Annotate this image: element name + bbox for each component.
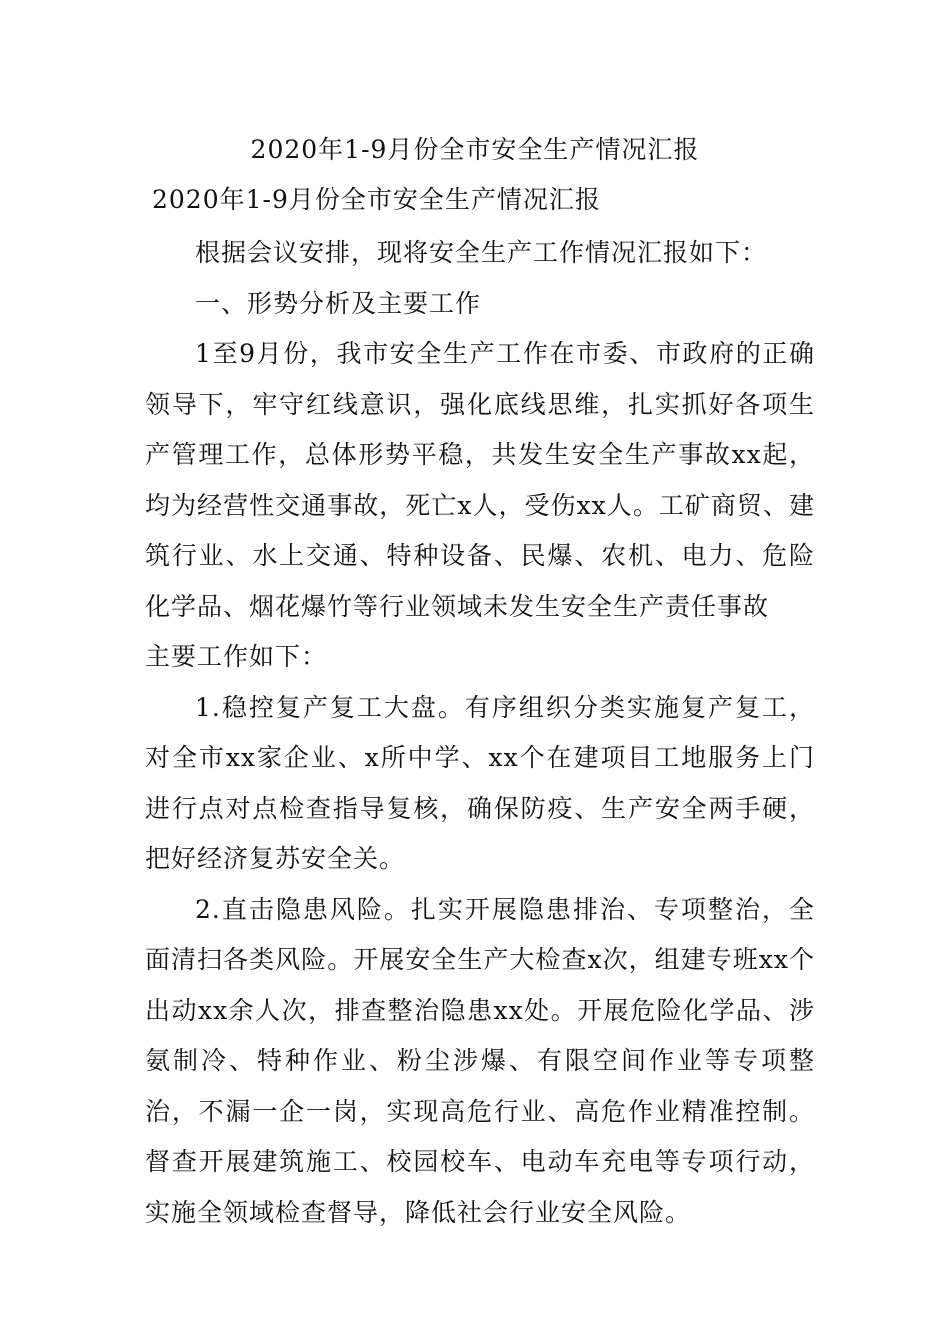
work-item-2: 2.直击隐患风险。扎实开展隐患排治、专项整治，全面清扫各类风险。开展安全生产大检查x次，组建专班xx个出动xx余人次，排查整治隐患xx处。开展危险化学品、涉氨制冷、特种作业、粉尘涉爆、有限空间作业等专项整治，不漏一企一岗，实现高危行业、高危作业精准控制。督查开展建筑施工、校园校车、电动车充电等专项行动，实施全领域检查督导，降低社会行业安全风险。 [145,894,815,1227]
situation-paragraph: 1至9月份，我市安全生产工作在市委、市政府的正确领导下，牢守红线意识，强化底线思维，扎实抓好各项生产管理工作，总体形势平稳，共发生安全生产事故xx起，均为经营性交通事故，死亡x人，受伤xx人。工矿商贸、建筑行业、水上交通、特种设备、民爆、农机、电力、危险化学品、烟花爆竹等行业领域未发生安全生产责任事故 [145,339,815,621]
work-item-1: 1.稳控复产复工大盘。有序组织分类实施复产复工，对全市xx家企业、x所中学、xx个在建项目工地服务上门进行点对点检查指导复核，确保防疫、生产安全两手硬，把好经济复苏安全关。 [145,692,815,873]
main-work-label: 主要工作如下： [145,642,328,671]
document-body [145,228,815,1238]
document-title: 2020年1-9月份全市安全生产情况汇报 [250,135,700,164]
document-subtitle: 2020年1-9月份全市安全生产情况汇报 [152,185,601,214]
section-heading: 一、形势分析及主要工作 [195,288,482,318]
intro-paragraph: 根据会议安排，现将安全生产工作情况汇报如下： [195,238,768,267]
